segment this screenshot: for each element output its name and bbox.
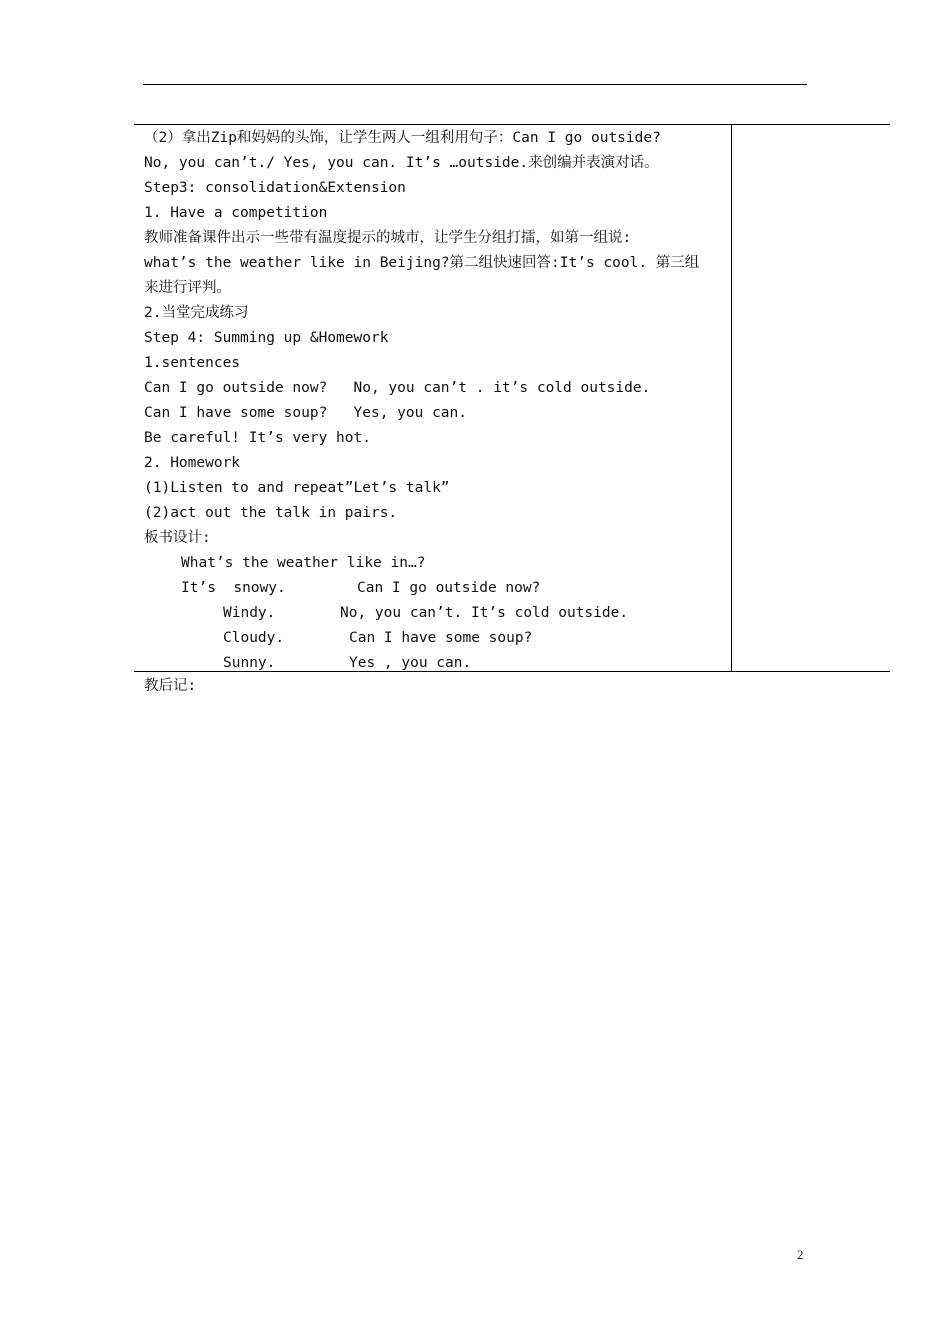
- board-sentence: Yes , you can.: [349, 655, 472, 671]
- text-line: Can I go outside now? No, you can’t . it’s cold outside.: [144, 380, 651, 396]
- text-line: what’s the weather like in Beijing?第二组快速回答:It’s cool. 第三组: [144, 255, 700, 271]
- text-line: Be careful! It’s very hot.: [144, 430, 371, 446]
- board-sentence: Can I go outside now?: [357, 580, 541, 596]
- text-line: Can I have some soup? Yes, you can.: [144, 405, 468, 421]
- board-sentence: Can I have some soup?: [349, 630, 533, 646]
- notes-cell: [732, 125, 890, 671]
- text-line: (1)Listen to and repeat”Let’s talk”: [144, 480, 450, 496]
- board-weather: Sunny.: [223, 655, 276, 671]
- text-line: 1. Have a competition: [144, 205, 328, 221]
- lesson-content-cell: [134, 125, 732, 671]
- text-line: （2）拿出Zip和妈妈的头饰，让学生两人一组利用句子：Can I go outside?: [144, 130, 661, 146]
- header-rule: [143, 84, 807, 85]
- text-line: 来进行评判。: [144, 280, 231, 296]
- board-sentence: No, you can’t. It’s cold outside.: [340, 605, 629, 621]
- text-line: 2. Homework: [144, 455, 241, 471]
- board-weather: Windy.: [223, 605, 276, 621]
- after-class-notes-label: 教后记:: [144, 678, 197, 694]
- text-line: 板书设计:: [144, 530, 211, 546]
- board-weather: It’s snowy.: [181, 580, 286, 596]
- lesson-table: [134, 124, 890, 672]
- page-number: 2: [797, 1247, 804, 1262]
- text-line: 1.sentences: [144, 355, 241, 371]
- text-line: 教师准备课件出示一些带有温度提示的城市，让学生分组打擂，如第一组说:: [144, 230, 632, 246]
- text-line: Step3: consolidation&Extension: [144, 180, 406, 196]
- board-weather: Cloudy.: [223, 630, 285, 646]
- text-line: 2.当堂完成练习: [144, 305, 249, 321]
- board-question: What’s the weather like in…?: [181, 555, 426, 571]
- text-line: (2)act out the talk in pairs.: [144, 505, 398, 521]
- text-line: Step 4: Summing up &Homework: [144, 330, 389, 346]
- text-line: No, you can’t./ Yes, you can. It’s …outside.来创编并表演对话。: [144, 155, 659, 171]
